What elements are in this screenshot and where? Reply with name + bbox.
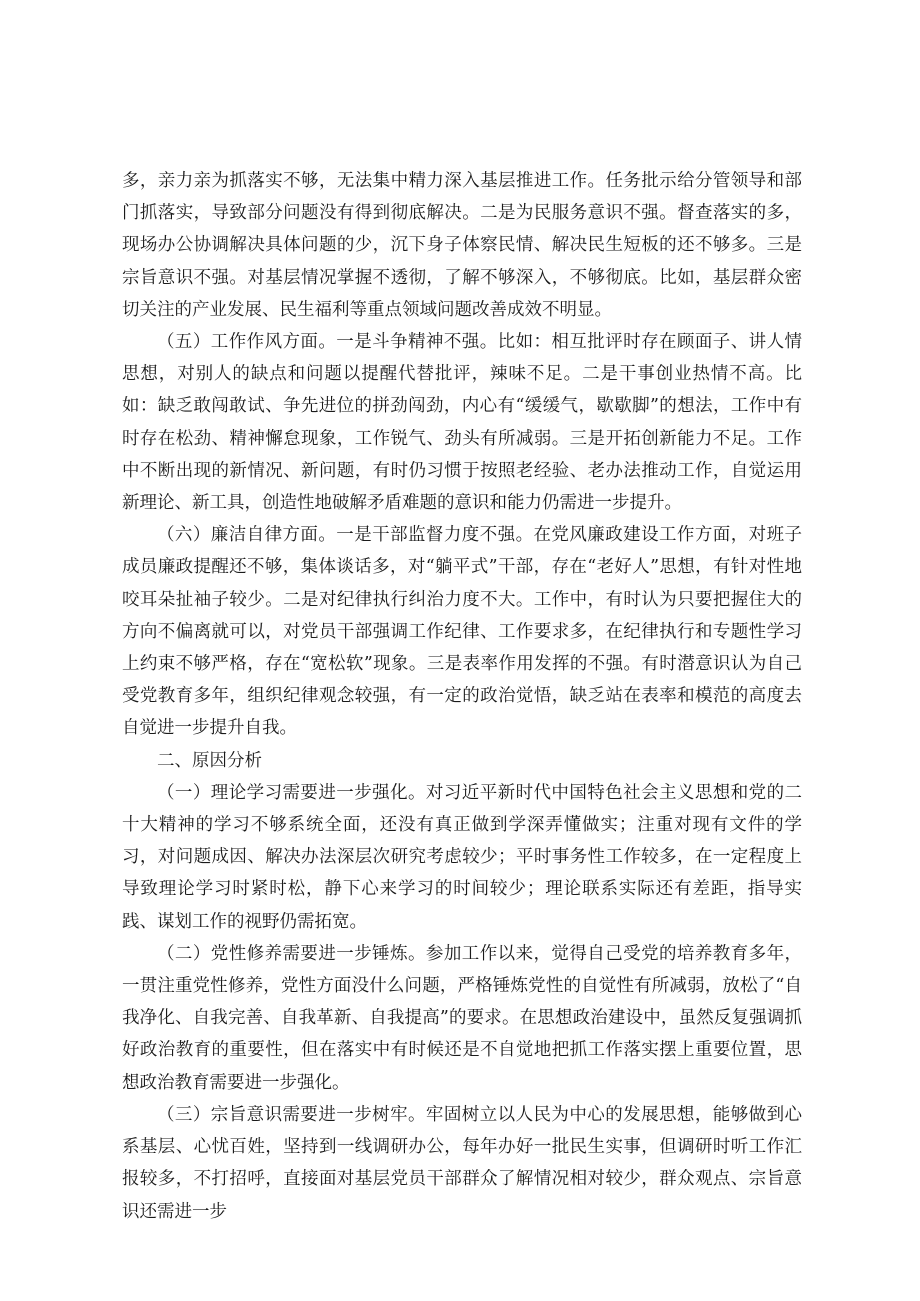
paragraph-continuation: 多，亲力亲为抓落实不够，无法集中精力深入基层推进工作。任务批示给分管领导和部门抓落实，导致部分问题没有得到彻底解决。二是为民服务意识不强。督查落实的多，现场办公协调解决具体问题的少，沉下身子体察民情、解决民生短板的还不够多。三是宗旨意识不强。对基层情况掌握不透彻，了解不够深入，不够彻底。比如，基层群众密切关注的产业发展、民生福利等重点领域问题改善成效不明显。: [122, 171, 802, 320]
paragraph-purpose-awareness: （三）宗旨意识需要进一步树牢。牢固树立以人民为中心的发展思想，能够做到心系基层、心忧百姓，坚持到一线调研办公，每年办好一批民生实事，但调研时听工作汇报较多，不打招呼，直接面对基层党员干部群众了解情况相对较少，群众观点、宗旨意识还需进一步: [122, 1104, 802, 1222]
paragraph-theory-study: （一）理论学习需要进一步强化。对习近平新时代中国特色社会主义思想和党的二十大精神的学习不够系统全面，还没有真正做到学深弄懂做实；注重对现有文件的学习，对问题成因、解决办法深层次研究考虑较少；平时事务性工作较多，在一定程度上导致理论学习时紧时松，静下心来学习的时间较少；理论联系实际还有差距，指导实践、谋划工作的视野仍需拓宽。: [122, 782, 802, 932]
section-heading-cause-analysis: 二、原因分析: [157, 750, 262, 771]
paragraph-party-spirit: （二）党性修养需要进一步锤炼。参加工作以来，觉得自己受党的培养教育多年，一贯注重党性修养，党性方面没什么问题，严格锤炼党性的自觉性有所减弱，放松了“自我净化、自我完善、自我革新、自我提高”的要求。在思想政治建设中，虽然反复强调抓好政治教育的重要性，但在落实中有时候还是不自觉地把抓工作落实摆上重要位置，思想政治教育需要进一步强化。: [122, 943, 802, 1093]
paragraph-integrity: （六）廉洁自律方面。一是干部监督力度不强。在党风廉政建设工作方面，对班子成员廉政提醒还不够，集体谈话多，对“躺平式”干部，存在“老好人”思想，有针对性地咬耳朵扯袖子较少。二是对纪律执行纠治力度不大。工作中，有时认为只要把握住大的方向不偏离就可以，对党员干部强调工作纪律、工作要求多，在纪律执行和专题性学习上约束不够严格，存在“宽松软”现象。三是表率作用发挥的不强。有时潜意识认为自己受党教育多年，组织纪律观念较强，有一定的政治觉悟，缺乏站在表率和模范的高度去自觉进一步提升自我。: [122, 525, 802, 739]
document-body: [122, 165, 802, 1228]
paragraph-work-style: （五）工作作风方面。一是斗争精神不强。比如：相互批评时存在顾面子、讲人情思想，对别人的缺点和问题以提醒代替批评，辣味不足。二是干事创业热情不高。比如：缺乏敢闯敢试、争先进位的拼劲闯劲，内心有“缓缓气，歇歇脚”的想法，工作中有时存在松劲、精神懈怠现象，工作锐气、劲头有所减弱。三是开拓创新能力不足。工作中不断出现的新情况、新问题，有时仍习惯于按照老经验、老办法推动工作，自觉运用新理论、新工具，创造性地破解矛盾难题的意识和能力仍需进一步提升。: [122, 332, 802, 514]
